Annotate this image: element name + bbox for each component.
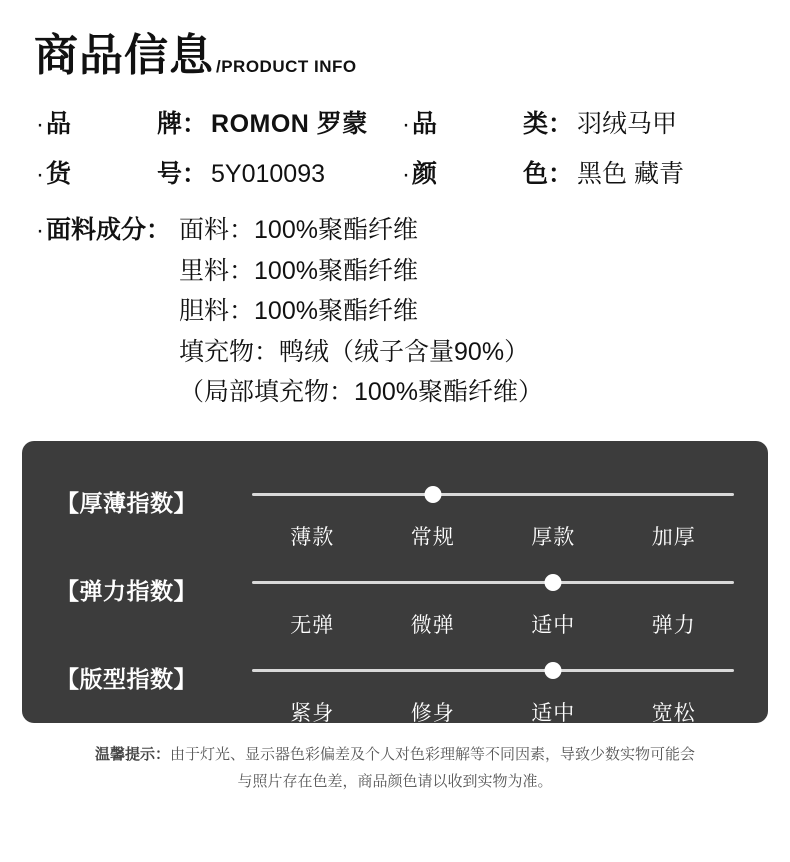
attribute-label: 品牌 xyxy=(46,110,182,138)
attribute-value: ROMON 罗蒙 xyxy=(211,110,368,138)
attribute-item-number xyxy=(36,154,402,190)
attribute-brand xyxy=(36,104,402,140)
scale-track xyxy=(252,669,734,672)
attribute-label: 货号 xyxy=(46,160,182,188)
page-header xyxy=(22,0,768,78)
scale-option: 常规 xyxy=(410,525,455,549)
scale-marker xyxy=(424,486,441,503)
scale-option: 弹力 xyxy=(651,613,696,637)
attribute-value: 羽绒马甲 xyxy=(577,110,678,138)
bullet-icon: · xyxy=(36,161,44,188)
attribute-row xyxy=(36,154,768,190)
fabric-line: 胆料：100%聚酯纤维 xyxy=(179,297,418,325)
attribute-label: 颜色 xyxy=(412,160,548,188)
scale-option: 厚款 xyxy=(531,525,576,549)
fabric-lines xyxy=(179,210,543,413)
scale-option: 适中 xyxy=(531,701,576,725)
attribute-label: 品类 xyxy=(412,110,548,138)
page-title: 商品信息 xyxy=(34,31,214,80)
scale-track xyxy=(252,493,734,496)
scale-option: 加厚 xyxy=(651,525,696,549)
index-scale xyxy=(252,651,734,727)
colon-separator: ： xyxy=(182,110,208,138)
attribute-value: 5Y010093 xyxy=(211,160,326,188)
fabric-line: 里料：100%聚酯纤维 xyxy=(179,256,418,285)
scale-option: 无弹 xyxy=(290,613,335,637)
scale-option: 薄款 xyxy=(290,525,335,549)
note-label: 温馨提示： xyxy=(94,745,170,763)
colon-separator: ： xyxy=(182,160,208,188)
bullet-icon: · xyxy=(402,111,410,138)
attribute-category xyxy=(402,104,677,140)
index-label: 【弹力指数】 xyxy=(56,577,197,604)
note-line-2: 与照片存在色差，商品颜色请以收到实物为准。 xyxy=(237,773,553,791)
attribute-row xyxy=(36,104,768,140)
attribute-value: 黑色 藏青 xyxy=(577,160,684,188)
index-scale xyxy=(252,563,734,639)
attribute-fabric-composition xyxy=(36,210,768,413)
index-label: 【厚薄指数】 xyxy=(56,489,197,516)
bullet-icon: · xyxy=(36,217,44,244)
attribute-color xyxy=(402,154,684,190)
note-text: 由于灯光、显示器色彩偏差及个人对色彩理解等不同因素，导致少数实物可能会 xyxy=(170,745,696,763)
index-scale xyxy=(252,475,734,551)
colon-separator: ： xyxy=(548,160,574,188)
fabric-line: 面料：100%聚酯纤维 xyxy=(179,216,418,244)
colon-separator: ： xyxy=(548,110,574,138)
scale-option: 微弹 xyxy=(410,613,455,637)
page-subtitle: /PRODUCT INFO xyxy=(216,57,357,76)
scale-option: 紧身 xyxy=(290,701,335,725)
index-row-elasticity xyxy=(56,563,734,637)
scale-labels xyxy=(252,697,734,727)
product-attributes xyxy=(22,104,768,413)
index-panel xyxy=(22,441,768,723)
index-label: 【版型指数】 xyxy=(56,665,197,692)
attribute-label: 面料成分 xyxy=(46,216,147,244)
scale-option: 修身 xyxy=(410,701,455,725)
scale-option: 宽松 xyxy=(651,701,696,725)
fabric-label-group xyxy=(36,210,175,246)
scale-labels xyxy=(252,609,734,639)
scale-option: 适中 xyxy=(531,613,576,637)
scale-marker xyxy=(545,662,562,679)
colon-separator: ： xyxy=(146,216,172,244)
fabric-line: （局部填充物：100%聚酯纤维） xyxy=(179,378,543,406)
note-line-1 xyxy=(22,741,768,769)
disclaimer-note xyxy=(22,741,768,797)
scale-labels xyxy=(252,521,734,551)
index-row-fit xyxy=(56,651,734,725)
scale-track xyxy=(252,581,734,584)
bullet-icon: · xyxy=(36,111,44,138)
scale-marker xyxy=(545,574,562,591)
index-row-thickness xyxy=(56,475,734,549)
fabric-line: 填充物：鸭绒（绒子含量90%） xyxy=(179,337,530,366)
bullet-icon: · xyxy=(402,161,410,188)
